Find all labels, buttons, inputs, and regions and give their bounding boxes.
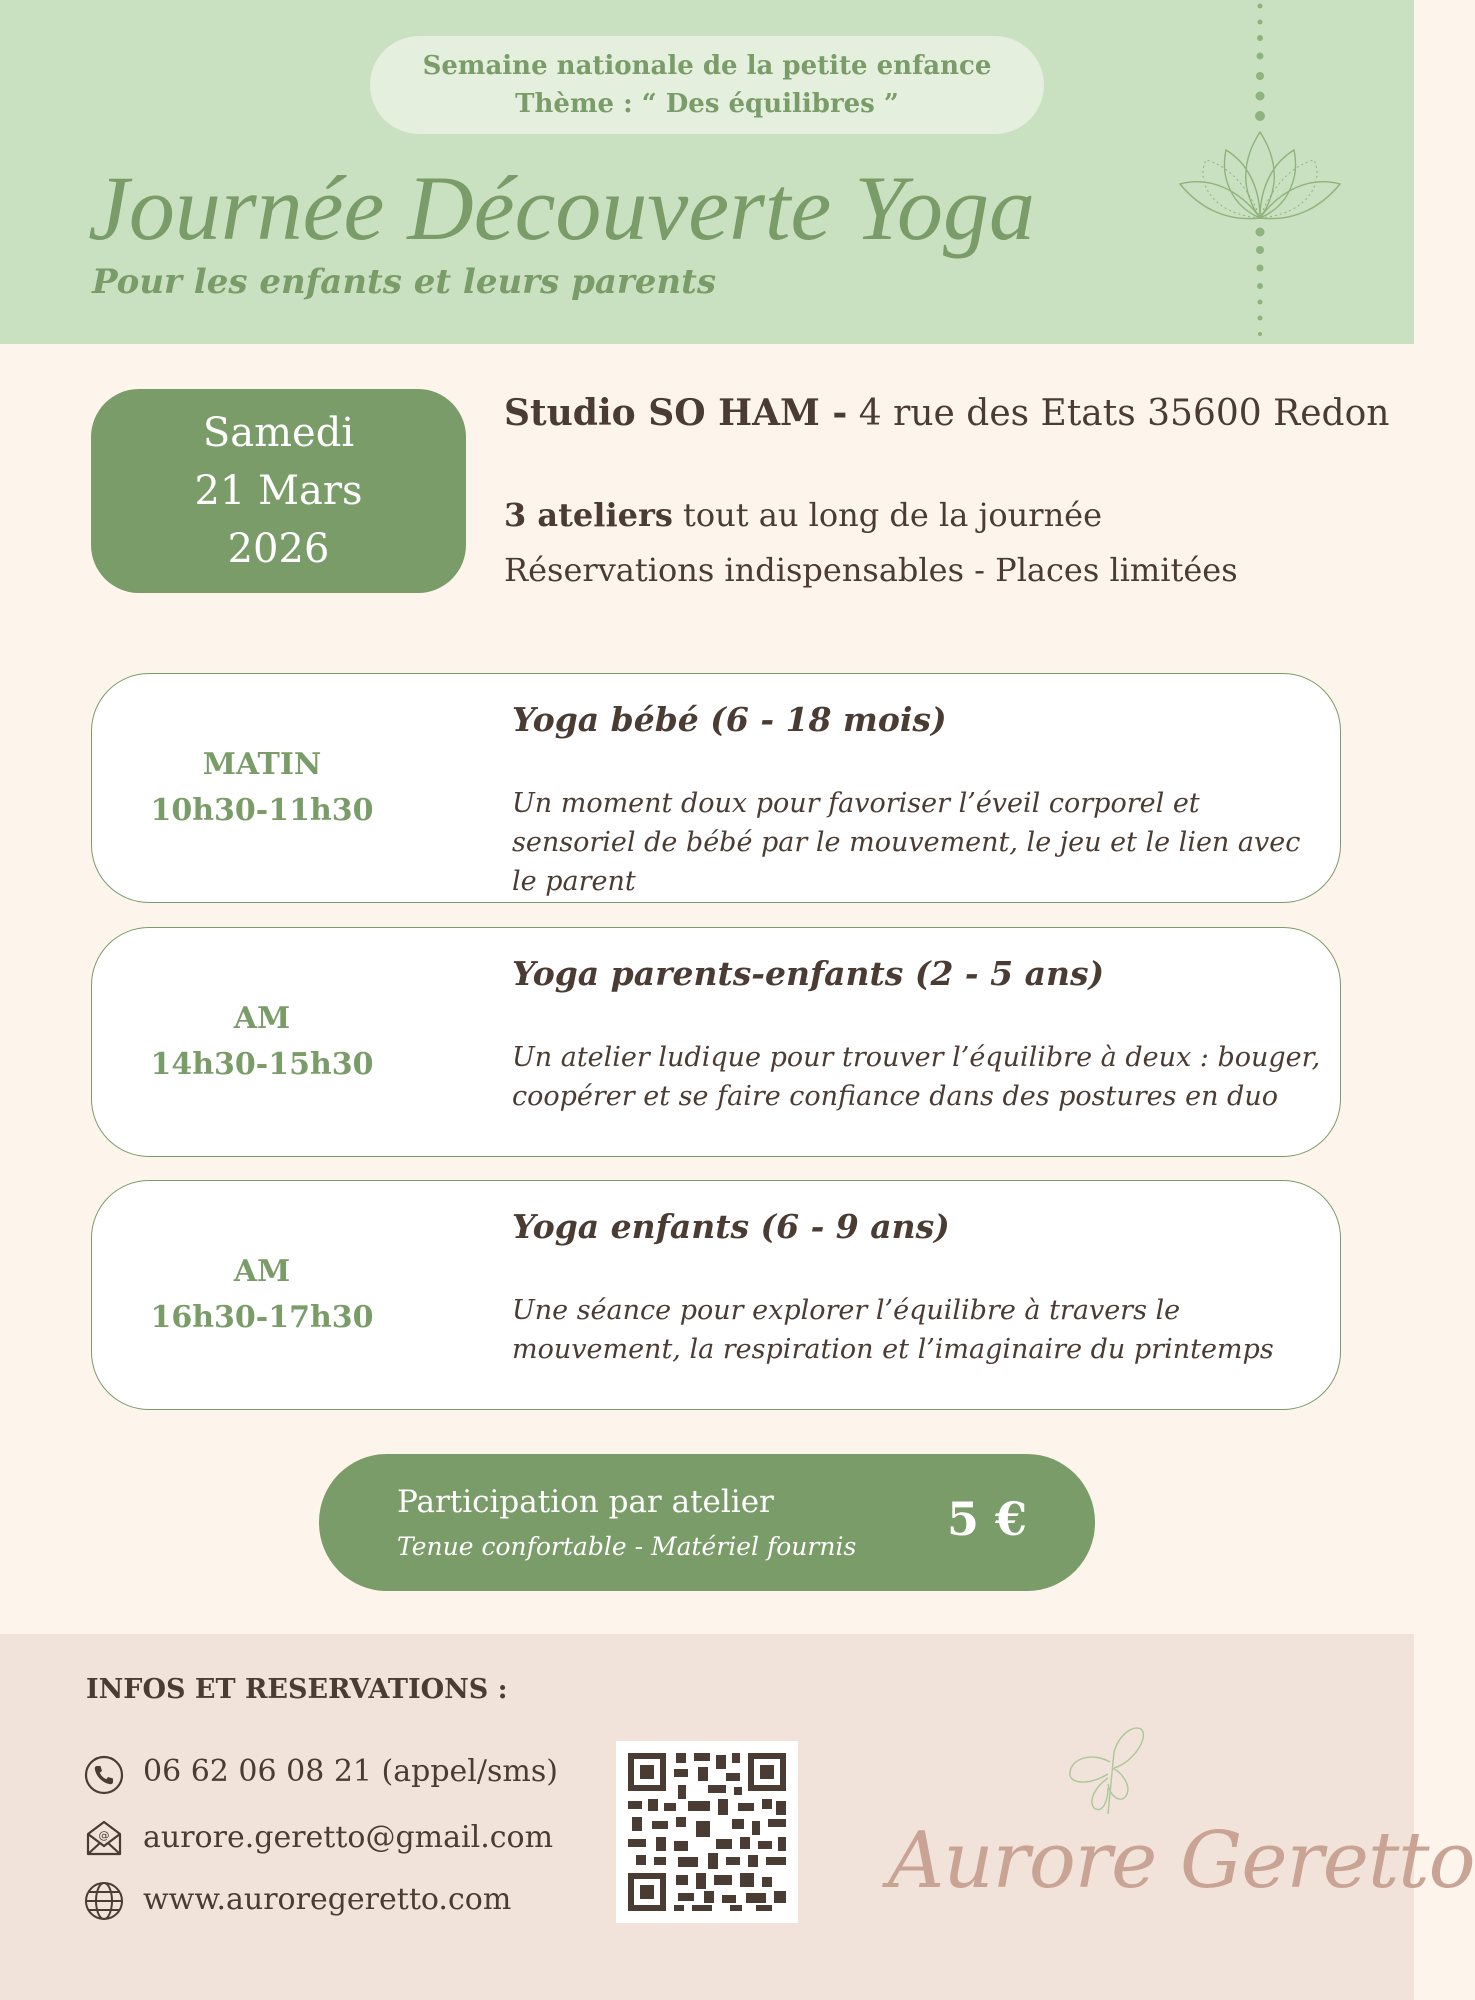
workshop-title: Yoga bébé (6 - 18 mois) <box>512 700 947 739</box>
page-title: Journée Découverte Yoga <box>88 157 1035 259</box>
contact-website[interactable]: www.auroregeretto.com <box>143 1882 512 1917</box>
workshop-slot <box>92 674 432 902</box>
reservation-note: Réservations indispensables - Places limitées <box>504 551 1238 589</box>
workshop-description: Un moment doux pour favoriser l’éveil corporel et sensoriel de bébé par le mouvement, le jeu et le lien avec le parent <box>512 788 1301 897</box>
theme-line: Thème : “ Des équilibres ” <box>515 89 899 119</box>
workshop-card <box>91 1180 1341 1410</box>
workshop-card <box>91 927 1341 1157</box>
workshop-slot <box>92 928 432 1156</box>
event-line: Semaine nationale de la petite enfance <box>422 51 992 81</box>
workshop-description: Une séance pour explorer l’équilibre à travers le mouvement, la respiration et l’imaginaire du printemps <box>512 1295 1274 1365</box>
ateliers-rest: tout au long de la journée <box>672 496 1103 534</box>
mail-icon <box>84 1818 124 1858</box>
price-label: Participation par atelier <box>397 1484 774 1520</box>
workshop-card <box>91 673 1341 903</box>
phone-icon <box>84 1755 124 1795</box>
venue-address: 4 rue des Etats 35600 Redon <box>847 393 1390 434</box>
svg-text:@: @ <box>98 1829 110 1842</box>
ateliers-line <box>504 496 1102 534</box>
workshop-period: AM <box>233 1001 291 1036</box>
workshop-time: 14h30-15h30 <box>150 1047 374 1082</box>
page-subtitle: Pour les enfants et leurs parents <box>92 262 716 302</box>
workshop-description: Un atelier ludique pour trouver l’équilibre à deux : bouger, coopérer et se faire confiance dans des postures en duo <box>512 1042 1321 1112</box>
venue-name: Studio SO HAM - <box>504 392 848 434</box>
price-pill <box>319 1454 1095 1591</box>
ateliers-count: 3 ateliers <box>504 496 673 534</box>
price-note: Tenue confortable - Matériel fournis <box>397 1532 857 1561</box>
workshop-time: 16h30-17h30 <box>150 1300 374 1335</box>
date-day: Samedi <box>202 410 355 456</box>
globe-icon <box>84 1881 124 1921</box>
workshop-period: AM <box>233 1254 291 1289</box>
date-day-month: 21 Mars <box>194 468 363 514</box>
workshop-title: Yoga enfants (6 - 9 ans) <box>512 1207 950 1246</box>
date-year: 2026 <box>227 526 330 572</box>
theme-pill <box>370 36 1044 134</box>
butterfly-icon <box>1062 1722 1152 1822</box>
date-badge <box>91 389 466 593</box>
workshop-time: 10h30-11h30 <box>150 793 374 828</box>
workshop-period: MATIN <box>202 747 322 782</box>
workshop-title: Yoga parents-enfants (2 - 5 ans) <box>512 954 1105 993</box>
infos-heading: INFOS ET RESERVATIONS : <box>86 1674 508 1705</box>
venue <box>504 392 1389 434</box>
contact-email[interactable]: aurore.geretto@gmail.com <box>143 1820 554 1855</box>
price-value: 5 € <box>947 1492 1028 1546</box>
signature: Aurore Geretto <box>888 1816 1475 1906</box>
contact-phone[interactable]: 06 62 06 08 21 (appel/sms) <box>143 1754 558 1789</box>
workshop-slot <box>92 1181 432 1409</box>
lotus-icon <box>1170 0 1350 344</box>
qr-code[interactable] <box>616 1741 798 1923</box>
